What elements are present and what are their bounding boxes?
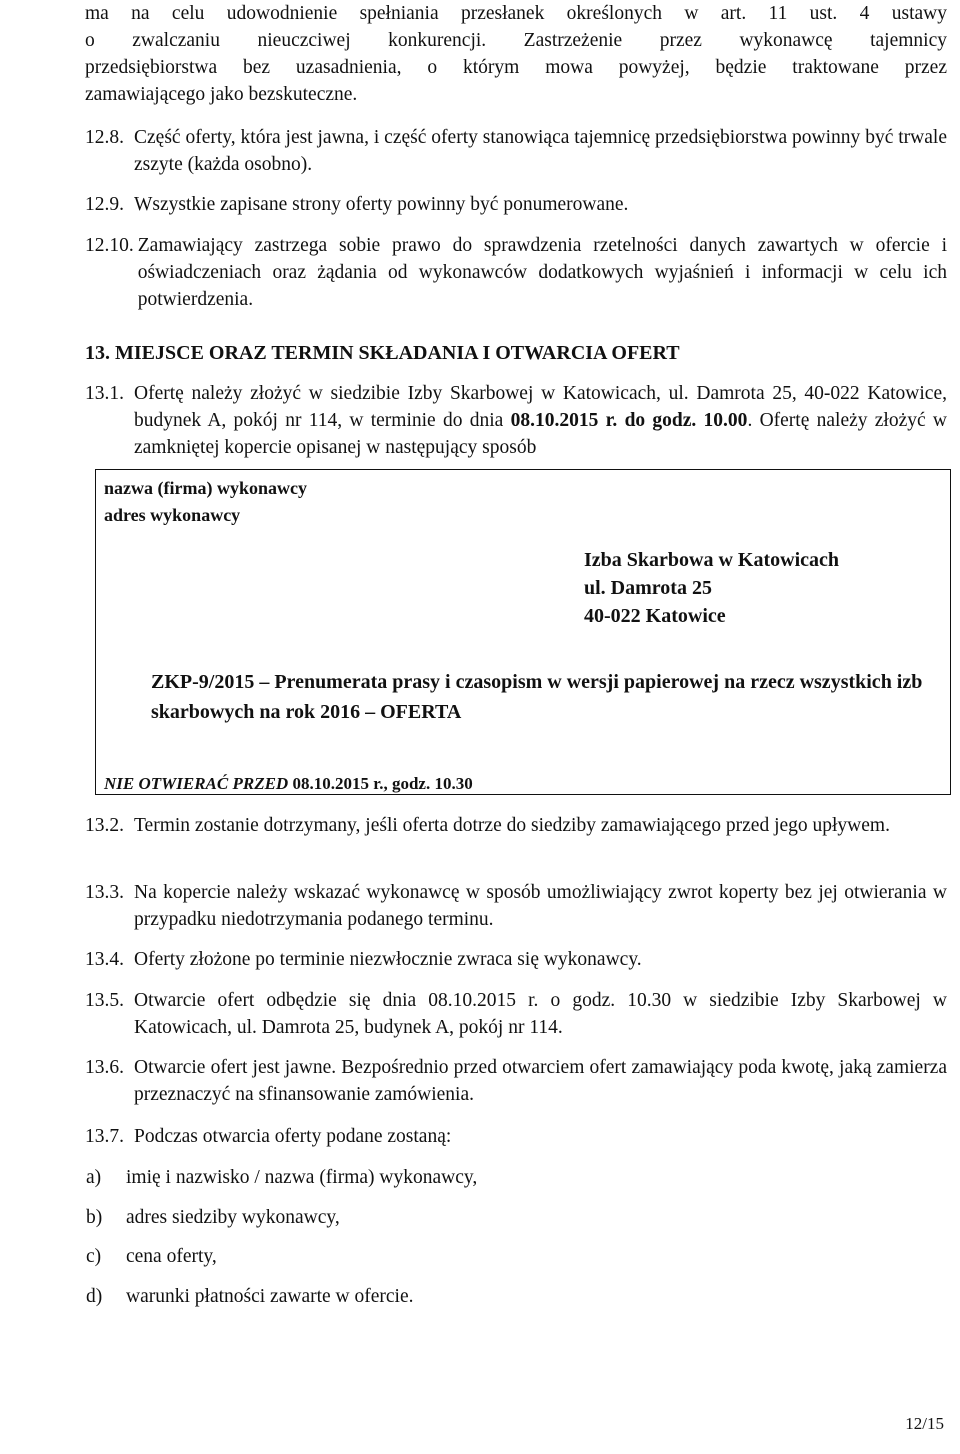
section-13-3 <box>85 879 947 933</box>
section-heading-13: 13. MIEJSCE ORAZ TERMIN SKŁADANIA I OTWARCIA OFERT <box>85 342 680 364</box>
section-13-4 <box>85 946 947 973</box>
section-13-6 <box>85 1054 947 1108</box>
intro-line: zamawiającego jako bezskuteczne. <box>85 84 358 105</box>
section-13-1 <box>85 380 947 461</box>
intro-line: ma na celu udowodnienie spełniania przesłanek określonych w art. 11 ust. 4 ustawy <box>85 3 947 24</box>
deadline-bold: 08.10.2015 r. do godz. 10.00 <box>510 410 748 431</box>
list-label: c) <box>86 1246 102 1267</box>
sender-address: adres wykonawcy <box>104 505 241 525</box>
intro-line: o zwalczaniu nieuczciwej konkurencji. Zastrzeżenie przez wykonawcę tajemnicy <box>85 30 947 51</box>
list-label: a) <box>86 1167 102 1188</box>
section-number: 13.5. <box>85 990 124 1011</box>
section-number: 13.7. <box>85 1126 124 1147</box>
section-text: Wszystkie zapisane strony oferty powinny być ponumerowane. <box>134 194 629 215</box>
section-13-5 <box>85 987 947 1041</box>
text-run: Ofertę należy złożyć w siedzibie Izby Skarbowej w Katowicach, ul. Damrota 25, 40-022 Katowice, budynek A, pokój nr 114, w terminie do dnia <box>134 383 947 431</box>
section-12-10 <box>85 232 947 313</box>
intro-paragraph <box>85 0 947 108</box>
section-text: Otwarcie ofert jest jawne. Bezpośrednio przed otwarciem ofert zamawiający poda kwotę, jaką zamierza przeznaczyć na sfinansowanie zamówienia. <box>134 1057 947 1105</box>
recipient-city: 40-022 Katowice <box>584 605 726 627</box>
section-text: Zamawiający zastrzega sobie prawo do sprawdzenia rzetelności danych zawartych w ofercie i oświadczeniach oraz żądania od wykonawców dodatkowych wyjaśnień i informacji w celu ich potwierdzenia. <box>137 235 947 310</box>
section-number: 13.1. <box>85 383 124 404</box>
list-text: imię i nazwisko / nazwa (firma) wykonawcy, <box>126 1167 478 1188</box>
do-not-open-label: NIE OTWIERAĆ PRZED <box>104 774 289 793</box>
recipient-name: Izba Skarbowa w Katowicach <box>584 549 840 571</box>
section-number: 13.6. <box>85 1057 124 1078</box>
list-text: cena oferty, <box>126 1246 217 1267</box>
section-13-7 <box>85 1123 947 1150</box>
section-text: Oferty złożone po terminie niezwłocznie zwraca się wykonawcy. <box>134 949 642 970</box>
list-text: warunki płatności zawarte w ofercie. <box>126 1286 414 1307</box>
envelope-do-not-open <box>104 773 473 795</box>
list-item <box>86 1243 217 1270</box>
list-item <box>86 1283 414 1310</box>
section-text: Na kopercie należy wskazać wykonawcę w sposób umożliwiający zwrot koperty bez jej otwierania w przypadku niedotrzymania podanego terminu. <box>134 882 947 930</box>
section-number: 12.9. <box>85 194 124 215</box>
section-12-9 <box>85 191 947 218</box>
section-text: Podczas otwarcia oferty podane zostaną: <box>134 1126 452 1147</box>
envelope-recipient <box>584 546 839 630</box>
section-13-2 <box>85 812 947 839</box>
page-number: 12/15 <box>905 1414 944 1433</box>
envelope-subject: ZKP-9/2015 – Prenumerata prasy i czasopism w wersji papierowej na rzecz wszystkich izb skarbowych na rok 2016 – OFERTA <box>151 671 923 723</box>
text-run: . Ofertę należy złożyć w zamkniętej kopercie opisanej w następujący sposób <box>134 410 947 458</box>
section-number: 13.2. <box>85 815 124 836</box>
recipient-street: ul. Damrota 25 <box>584 577 712 599</box>
section-text: Część oferty, która jest jawna, i część oferty stanowiąca tajemnicę przedsiębiorstwa powinny być trwale zszyte (każda osobno). <box>134 127 947 175</box>
section-number: 13.4. <box>85 949 124 970</box>
sender-name: nazwa (firma) wykonawcy <box>104 478 307 498</box>
list-item <box>86 1204 340 1231</box>
list-label: b) <box>86 1207 103 1228</box>
list-item <box>86 1164 477 1191</box>
section-text <box>124 380 947 461</box>
list-label: d) <box>86 1286 103 1307</box>
section-number: 13.3. <box>85 882 124 903</box>
section-text: Termin zostanie dotrzymany, jeśli oferta dotrze do siedziby zamawiającego przed jego upływem. <box>134 815 890 836</box>
list-text: adres siedziby wykonawcy, <box>126 1207 340 1228</box>
section-12-8 <box>85 124 947 178</box>
section-text: Otwarcie ofert odbędzie się dnia 08.10.2015 r. o godz. 10.30 w siedzibie Izby Skarbowej w Katowicach, ul. Damrota 25, budynek A, pokój nr 114. <box>134 990 947 1038</box>
intro-line: przedsiębiorstwa bez uzasadnienia, o którym mowa powyżej, będzie traktowane przez <box>85 57 947 78</box>
envelope-sample-box <box>95 469 951 795</box>
do-not-open-date: 08.10.2015 r., godz. 10.30 <box>288 774 473 793</box>
envelope-sender <box>104 475 307 529</box>
section-number: 12.10. <box>85 235 134 256</box>
section-number: 12.8. <box>85 127 124 148</box>
